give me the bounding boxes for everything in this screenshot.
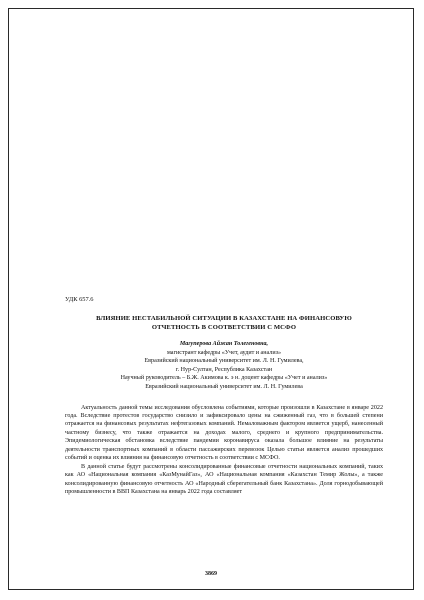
title-line-1: ВЛИЯНИЕ НЕСТАБИЛЬНОЙ СИТУАЦИИ В КАЗАХСТАНЕ НА ФИНАНСОВУЮ [96, 315, 352, 322]
supervisor-university: Евразийский национальный университет им. Л. Н. Гумилева [145, 383, 303, 390]
page-number: 3869 [205, 571, 217, 577]
title-line-2: ОТЧЕТНОСТЬ В СООТВЕТСТВИИ С МСФО [151, 324, 297, 331]
article-title [65, 314, 383, 332]
supervisor: Научный руководитель – Б.Ж. Акимова к. э н. доцент кафедры «Учет и анализ» [120, 375, 328, 382]
article-body [65, 404, 383, 497]
author-block [65, 340, 383, 392]
document-page [8, 8, 414, 590]
paragraph-1: Актуальность данной темы исследования обусловлена событиями, которые произошли в Казахстане в январе 2022 года. Вследствие протестов государство снизило и зафиксировало цены на сжиженный газ, что в большей степени отражается на финансовых результатах нефтегазовых компаний. Немаловажным фактором является ущерб, нанесенный частному бизнесу, что также отражается на доходах малого, среднего и крупного предпринимательства. Эпидемиологическая обстановка вследствие пандемии коронавируса оказала большое влияние на результаты деятельности транспортных компаний в области пассажирских перевозок Целью статьи является анализ прошедших событий и оценка их влияния на финансовую отчетность в соответствии с МСФО. [65, 404, 383, 461]
paragraph-2: В данной статье будут рассмотрены консолидированные финансовые отчетности национальных компаний, таких как АО «Национальная компания «КазМунайГаз», АО «Национальная компания «Казахстан Темир Жолы», а также консолидированную финансовую отчетность АО «Народный сберегательный банк Казахстана». Доля горнодобывающей промышленности в ВВП Казахстана на январь 2022 года составляет [65, 463, 383, 496]
author-position: магистрант кафедры «Учет, аудит и анализ» [166, 349, 282, 356]
udk-code: УДК 657.6 [65, 296, 94, 303]
author-city: г. Нур-Султан, Республика Казахстан [175, 366, 273, 373]
author-name: Магуперова Айжан Толегеновна, [179, 341, 269, 347]
page-content [65, 296, 383, 569]
author-university: Евразийский национальный университет им. Л. Н. Гумилева, [144, 358, 304, 365]
